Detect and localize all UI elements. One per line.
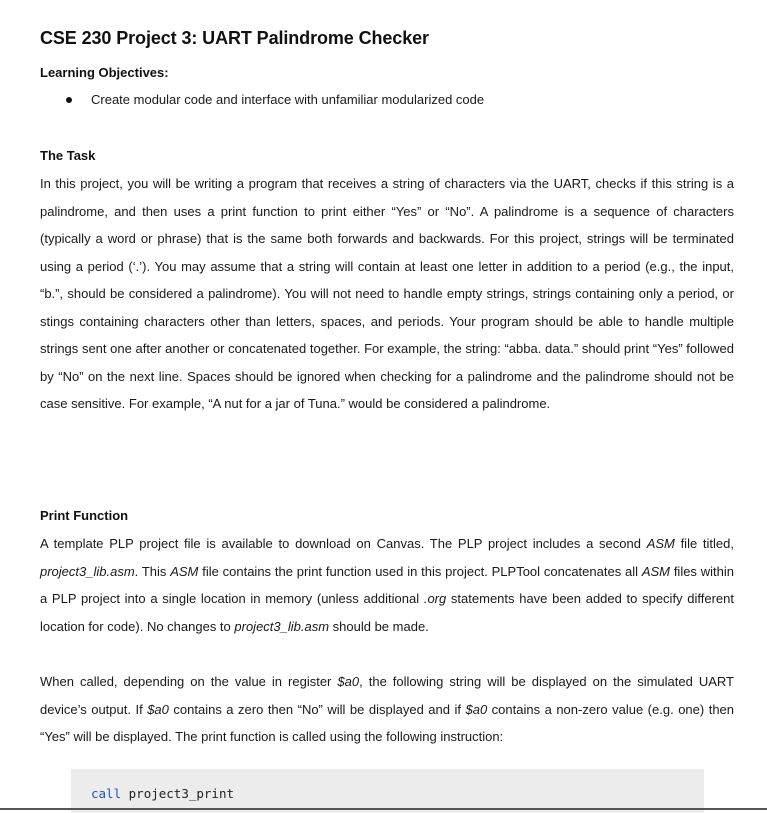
code-line [91,786,234,801]
code-block [71,769,704,813]
bullet-icon [66,97,72,103]
list-item [66,92,484,107]
code-keyword: call [91,786,122,801]
task-paragraph: In this project, you will be writing a program that receives a string of characters via the UART, checks if this string is a palindrome, and then uses a print function to print either “Yes” or “No”. A palindrome is a sequence of characters (typically a word or phrase) that is the same both forwards and backwards. For this project, strings will be terminated using a period (‘.’). You may assume that a string will contain at least one letter in addition to a period (e.g., the input, “b.”, should be considered a palindrome). You will not need to handle empty strings, strings containing only a period, or stings containing characters other than letters, spaces, and periods. Your program should be able to handle multiple strings sent one after another or concatenated together. For example, the string: “abba. data.” should print “Yes” followed by “No” on the next line. Spaces should be ignored when checking for a palindrome and the palindrome should not be case sensitive. For example, “A nut for a jar of Tuna.” would be considered a palindrome. [40,176,734,411]
code-argument: project3_print [128,786,234,801]
print-function-heading: Print Function [40,508,129,523]
objective-text: Create modular code and interface with unfamiliar modularized code [91,92,485,107]
task-heading: The Task [40,148,96,163]
page-title: CSE 230 Project 3: UART Palindrome Checker [40,28,429,48]
print-function-paragraph-1: A template PLP project file is available to download on Canvas. The PLP project includes a second ASM file titled, project3_lib.asm. This ASM file contains the print function used in this project. PLPTool concatenates all ASM files within a PLP project into a single location in memory (unless additional .org statements have been added to specify different location for code). No changes to project3_lib.asm should be made. [40,536,734,634]
print-function-paragraph-2: When called, depending on the value in register $a0, the following string will be displayed on the simulated UART device’s output. If $a0 contains a zero then “No” will be displayed and if $a0 contains a non-zero value (e.g. one) then “Yes” will be displayed. The print function is called using the following instruction: [40,674,735,744]
page-divider [0,808,767,810]
learning-objectives-heading: Learning Objectives: [40,65,169,80]
